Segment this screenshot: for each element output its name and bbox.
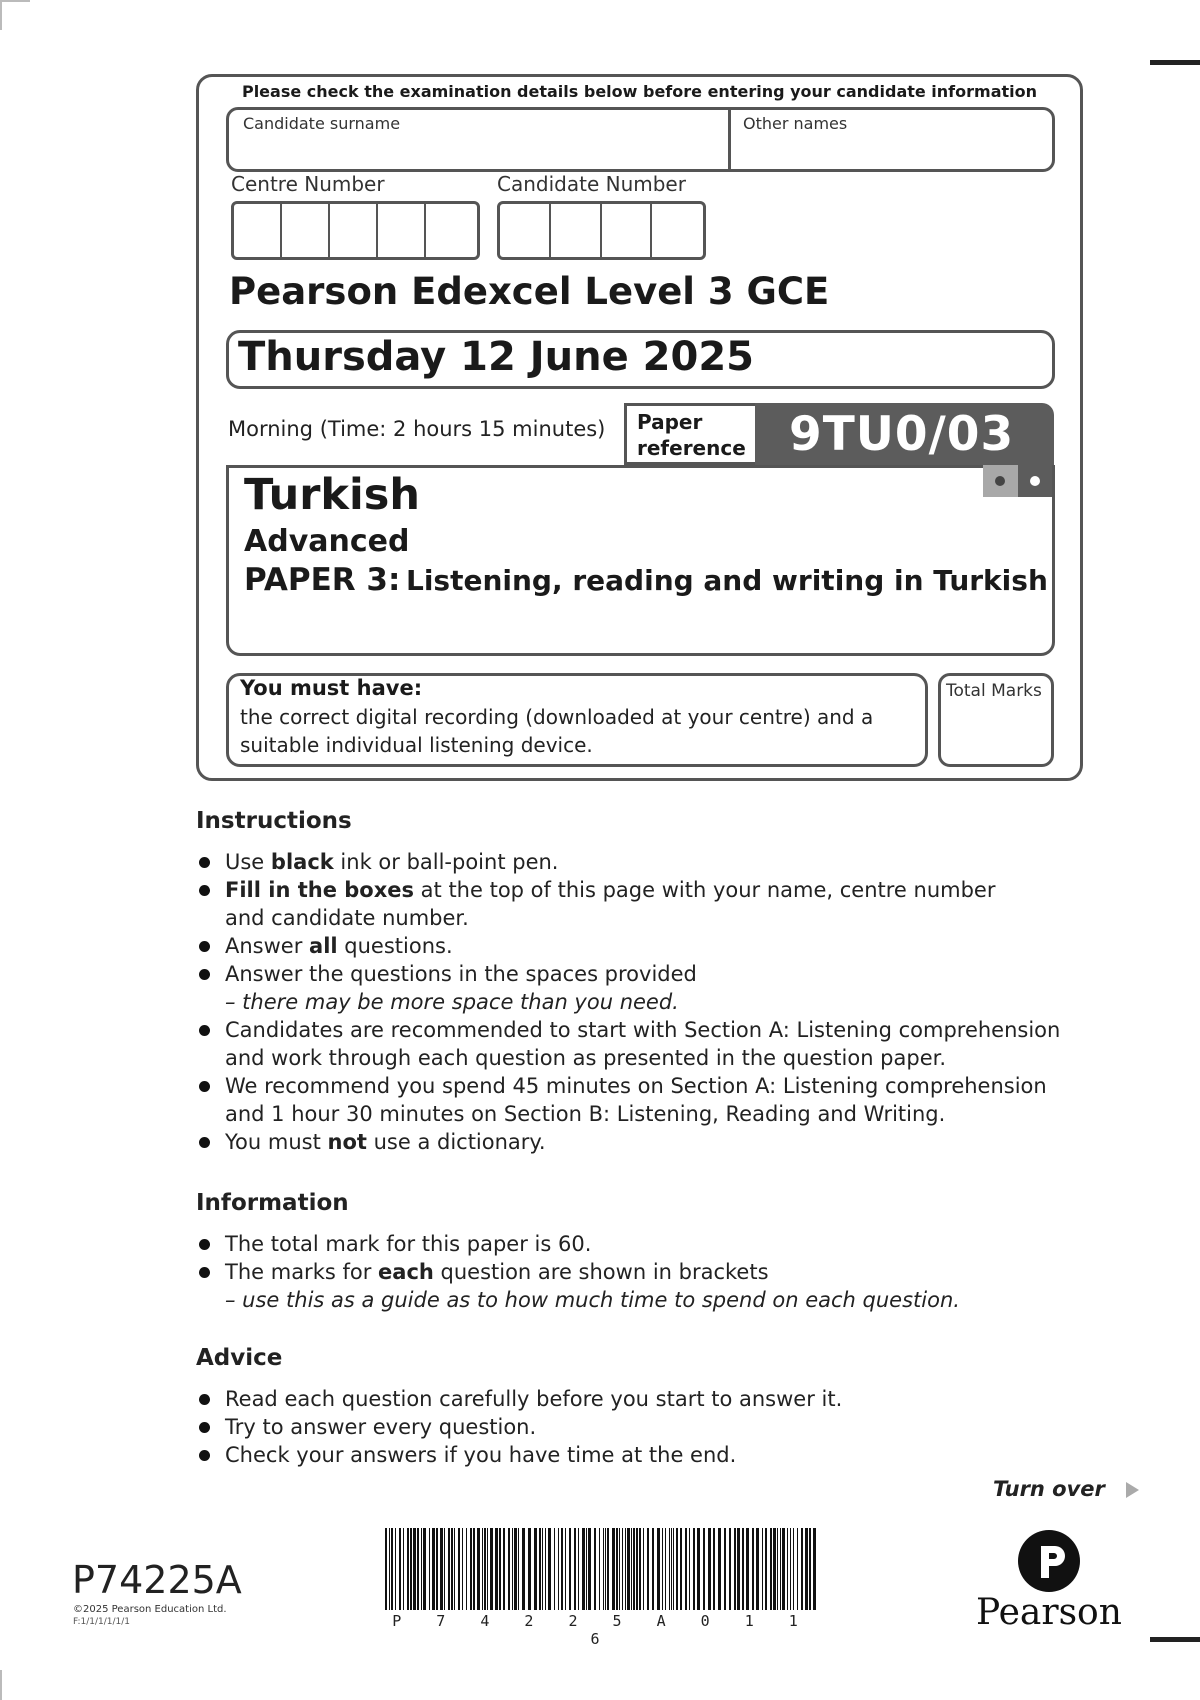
barcode-bar bbox=[605, 1528, 606, 1610]
barcode-bar bbox=[773, 1528, 776, 1610]
dot-marker-dark bbox=[1018, 465, 1052, 497]
barcode-bar bbox=[729, 1528, 731, 1610]
barcode-bar bbox=[619, 1528, 620, 1610]
barcode-bar bbox=[503, 1528, 505, 1610]
barcode-bar bbox=[685, 1528, 687, 1610]
barcode-bar bbox=[389, 1528, 390, 1610]
registration-tick-top-left bbox=[0, 0, 2, 30]
barcode-bar bbox=[801, 1528, 803, 1610]
barcode-bar bbox=[805, 1528, 808, 1610]
total-marks-label: Total Marks bbox=[946, 681, 1042, 701]
barcode-bar bbox=[636, 1528, 638, 1610]
barcode-bar bbox=[490, 1528, 493, 1610]
barcode-bar bbox=[385, 1528, 387, 1610]
barcode-bar bbox=[622, 1528, 623, 1610]
barcode-bar bbox=[612, 1528, 615, 1610]
barcode-bar bbox=[539, 1528, 541, 1610]
list-item: Answer the questions in the spaces provided – there may be more space than you need. bbox=[197, 960, 1097, 1016]
barcode-bar bbox=[403, 1528, 404, 1610]
turn-over-label: Turn over bbox=[993, 1477, 1105, 1501]
candidate-digit-box[interactable] bbox=[602, 204, 653, 257]
barcode-bar bbox=[680, 1528, 682, 1610]
candidate-digit-box[interactable] bbox=[551, 204, 602, 257]
barcode-bar bbox=[676, 1528, 678, 1610]
barcode-bar bbox=[665, 1528, 666, 1610]
check-notice: Please check the examination details below before entering your candidate information bbox=[241, 82, 1038, 101]
barcode-bar bbox=[395, 1528, 396, 1610]
barcode-bar bbox=[470, 1528, 472, 1610]
candidate-number-label: Candidate Number bbox=[497, 172, 686, 196]
advice-heading: Advice bbox=[196, 1345, 283, 1371]
candidate-surname-field[interactable] bbox=[231, 110, 725, 168]
barcode-bar bbox=[777, 1528, 778, 1610]
registration-tick-bottom-left bbox=[0, 1670, 2, 1700]
print-code: F:1/1/1/1/1/1 bbox=[73, 1617, 131, 1627]
barcode-bar bbox=[765, 1528, 767, 1610]
barcode-bar bbox=[742, 1528, 744, 1610]
barcode-bar bbox=[436, 1528, 438, 1610]
barcode-bar bbox=[703, 1528, 705, 1610]
list-item: We recommend you spend 45 minutes on Section A: Listening comprehension and 1 hour 30 minutes on Section B: Listening, Reading and Writing. bbox=[197, 1072, 1097, 1128]
barcode-bar bbox=[410, 1528, 412, 1610]
barcode-bar bbox=[657, 1528, 660, 1610]
barcode-bar bbox=[770, 1528, 772, 1610]
barcode-bar bbox=[432, 1528, 435, 1610]
centre-digit-box[interactable] bbox=[378, 204, 426, 257]
registration-tick-top-left-h bbox=[0, 0, 30, 2]
play-arrow-icon bbox=[1126, 1482, 1139, 1498]
barcode-bar bbox=[495, 1528, 498, 1610]
barcode-bar bbox=[713, 1528, 715, 1610]
barcode-bar bbox=[534, 1528, 537, 1610]
paper-number: PAPER 3: bbox=[244, 562, 401, 598]
centre-digit-box[interactable] bbox=[282, 204, 330, 257]
barcode-bar bbox=[565, 1528, 566, 1610]
must-have-heading: You must have: bbox=[240, 676, 423, 700]
barcode-bar bbox=[417, 1528, 419, 1610]
list-item: Check your answers if you have time at the end. bbox=[197, 1441, 1097, 1469]
barcode-bar bbox=[561, 1528, 563, 1610]
registration-mark-bottom-right bbox=[1150, 1637, 1200, 1642]
instructions-heading: Instructions bbox=[196, 808, 352, 834]
list-item: The marks for each question are shown in brackets – use this as a guide as to how much time to spend on each question. bbox=[197, 1258, 1097, 1314]
barcode-bar bbox=[652, 1528, 654, 1610]
pearson-p-glyph bbox=[1018, 1530, 1080, 1592]
barcode-bar bbox=[487, 1528, 488, 1610]
session-time: Morning (Time: 2 hours 15 minutes) bbox=[228, 417, 606, 441]
information-heading: Information bbox=[196, 1190, 349, 1216]
barcode-bar bbox=[669, 1528, 670, 1610]
centre-number-boxes[interactable] bbox=[231, 201, 480, 260]
candidate-digit-box[interactable] bbox=[652, 204, 703, 257]
barcode-bar bbox=[407, 1528, 409, 1610]
barcode-bar bbox=[423, 1528, 426, 1610]
barcode-bar bbox=[724, 1528, 726, 1610]
barcode-bar bbox=[746, 1528, 749, 1610]
barcode-bar bbox=[752, 1528, 754, 1610]
barcode-bar bbox=[399, 1528, 401, 1610]
barcode-bar bbox=[454, 1528, 455, 1610]
paper-reference-label-1: Paper bbox=[637, 410, 703, 434]
list-item: Read each question carefully before you start to answer it. bbox=[197, 1385, 1097, 1413]
barcode-bar bbox=[548, 1528, 551, 1610]
must-have-line-2: suitable individual listening device. bbox=[240, 733, 593, 757]
list-item: You must not use a dictionary. bbox=[197, 1128, 1097, 1156]
dot-marker-light bbox=[983, 465, 1018, 497]
list-item: Try to answer every question. bbox=[197, 1413, 1097, 1441]
barcode-bar bbox=[607, 1528, 609, 1610]
barcode-bar bbox=[558, 1528, 559, 1610]
centre-number-label: Centre Number bbox=[231, 172, 385, 196]
barcode-bar bbox=[643, 1528, 644, 1610]
exam-date: Thursday 12 June 2025 bbox=[238, 334, 754, 380]
barcode-bar bbox=[689, 1528, 690, 1610]
barcode-bar bbox=[662, 1528, 663, 1610]
paper-reference-code-box bbox=[755, 403, 1054, 465]
barcode-bar bbox=[603, 1528, 604, 1610]
centre-digit-box[interactable] bbox=[426, 204, 474, 257]
barcode-bar bbox=[787, 1528, 788, 1610]
barcode-bar bbox=[756, 1528, 759, 1610]
barcode-bar bbox=[448, 1528, 450, 1610]
exam-board-title: Pearson Edexcel Level 3 GCE bbox=[229, 270, 830, 313]
barcode-bar bbox=[693, 1528, 695, 1610]
barcode-bar bbox=[554, 1528, 555, 1610]
must-have-line-1: the correct digital recording (downloaded at your centre) and a bbox=[240, 705, 874, 729]
barcode-bar bbox=[790, 1528, 791, 1610]
list-item: The total mark for this paper is 60. bbox=[197, 1230, 1097, 1258]
barcode-bar bbox=[625, 1528, 626, 1610]
barcode-bar bbox=[514, 1528, 517, 1610]
barcode-bar bbox=[451, 1528, 453, 1610]
barcode-bar bbox=[627, 1528, 630, 1610]
barcode-bar bbox=[569, 1528, 571, 1610]
barcode-bar bbox=[421, 1528, 422, 1610]
barcode-bar bbox=[588, 1528, 591, 1610]
barcode-text: P 7 4 2 2 5 A 0 1 1 6 bbox=[392, 1612, 811, 1648]
subject-level: Advanced bbox=[244, 524, 410, 559]
paper-title: Listening, reading and writing in Turkish bbox=[405, 564, 1048, 597]
instructions-list bbox=[197, 848, 1097, 1156]
centre-digit-box[interactable] bbox=[330, 204, 378, 257]
list-item: Fill in the boxes at the top of this page with your name, centre number and candidate number. bbox=[197, 876, 1097, 932]
barcode-bar bbox=[574, 1528, 576, 1610]
barcode-bar bbox=[586, 1528, 587, 1610]
barcode-bar bbox=[697, 1528, 700, 1610]
barcode-bar bbox=[633, 1528, 635, 1610]
barcode-bar bbox=[734, 1528, 736, 1610]
barcode-bar bbox=[708, 1528, 711, 1610]
barcode-bar bbox=[793, 1528, 794, 1610]
candidate-surname-label: Candidate surname bbox=[243, 114, 401, 133]
barcode-bar bbox=[813, 1528, 816, 1610]
candidate-number-boxes[interactable] bbox=[497, 201, 706, 260]
barcode-bar bbox=[599, 1528, 600, 1610]
barcode-bar bbox=[484, 1528, 486, 1610]
list-item: Candidates are recommended to start with Section A: Listening comprehension and work through each question as presented in the question paper. bbox=[197, 1016, 1097, 1072]
barcode-bar bbox=[582, 1528, 585, 1610]
barcode-bar bbox=[797, 1528, 798, 1610]
information-list bbox=[197, 1230, 1097, 1314]
barcode-bar bbox=[762, 1528, 763, 1610]
paper-reference-code: 9TU0/03 bbox=[789, 407, 1015, 462]
barcode-bar bbox=[473, 1528, 475, 1610]
subject-title: Turkish bbox=[244, 470, 420, 520]
barcode-bar bbox=[528, 1528, 531, 1610]
paper-code: P74225A bbox=[72, 1558, 242, 1602]
other-names-label: Other names bbox=[743, 114, 848, 133]
barcode-bar bbox=[673, 1528, 674, 1610]
other-names-field[interactable] bbox=[733, 110, 1051, 168]
barcode-bar bbox=[512, 1528, 513, 1610]
barcode-bar bbox=[718, 1528, 721, 1610]
barcode-bar bbox=[413, 1528, 416, 1610]
registration-mark-top-right bbox=[1150, 60, 1200, 65]
barcode-bar bbox=[458, 1528, 460, 1610]
list-item: Use black ink or ball-point pen. bbox=[197, 848, 1097, 876]
barcode-bar bbox=[545, 1528, 546, 1610]
advice-list bbox=[197, 1385, 1097, 1469]
paper-reference-label-2: reference bbox=[637, 436, 746, 460]
barcode-bar bbox=[578, 1528, 579, 1610]
barcode-bar bbox=[429, 1528, 430, 1610]
barcode-bar bbox=[639, 1528, 641, 1610]
barcode-bar bbox=[466, 1528, 467, 1610]
barcode-bar bbox=[522, 1528, 525, 1610]
candidate-digit-box[interactable] bbox=[500, 204, 551, 257]
barcode bbox=[383, 1528, 820, 1614]
barcode-bar bbox=[671, 1528, 672, 1610]
barcode-bar bbox=[616, 1528, 618, 1610]
paper-title-line bbox=[244, 562, 1048, 598]
barcode-bar bbox=[631, 1528, 632, 1610]
barcode-bar bbox=[508, 1528, 510, 1610]
barcode-bar bbox=[444, 1528, 445, 1610]
barcode-bar bbox=[477, 1528, 480, 1610]
barcode-bar bbox=[594, 1528, 596, 1610]
barcode-bar bbox=[518, 1528, 519, 1610]
copyright: ©2025 Pearson Education Ltd. bbox=[73, 1604, 227, 1615]
barcode-bar bbox=[440, 1528, 443, 1610]
paper-reference-label-box bbox=[624, 403, 755, 465]
pearson-logo-icon bbox=[1018, 1530, 1080, 1592]
publisher-name: Pearson bbox=[976, 1592, 1122, 1633]
barcode-bar bbox=[462, 1528, 463, 1610]
barcode-bar bbox=[809, 1528, 811, 1610]
turn-over bbox=[993, 1477, 1139, 1501]
barcode-bar bbox=[482, 1528, 483, 1610]
barcode-bar bbox=[647, 1528, 649, 1610]
name-divider bbox=[728, 109, 731, 170]
barcode-bar bbox=[780, 1528, 781, 1610]
list-item: Answer all questions. bbox=[197, 932, 1097, 960]
barcode-bar bbox=[542, 1528, 543, 1610]
barcode-bar bbox=[737, 1528, 740, 1610]
barcode-bar bbox=[499, 1528, 501, 1610]
barcode-bar bbox=[391, 1528, 393, 1610]
centre-digit-box[interactable] bbox=[234, 204, 282, 257]
paper-code-dots bbox=[983, 465, 1052, 497]
barcode-bar bbox=[782, 1528, 785, 1610]
